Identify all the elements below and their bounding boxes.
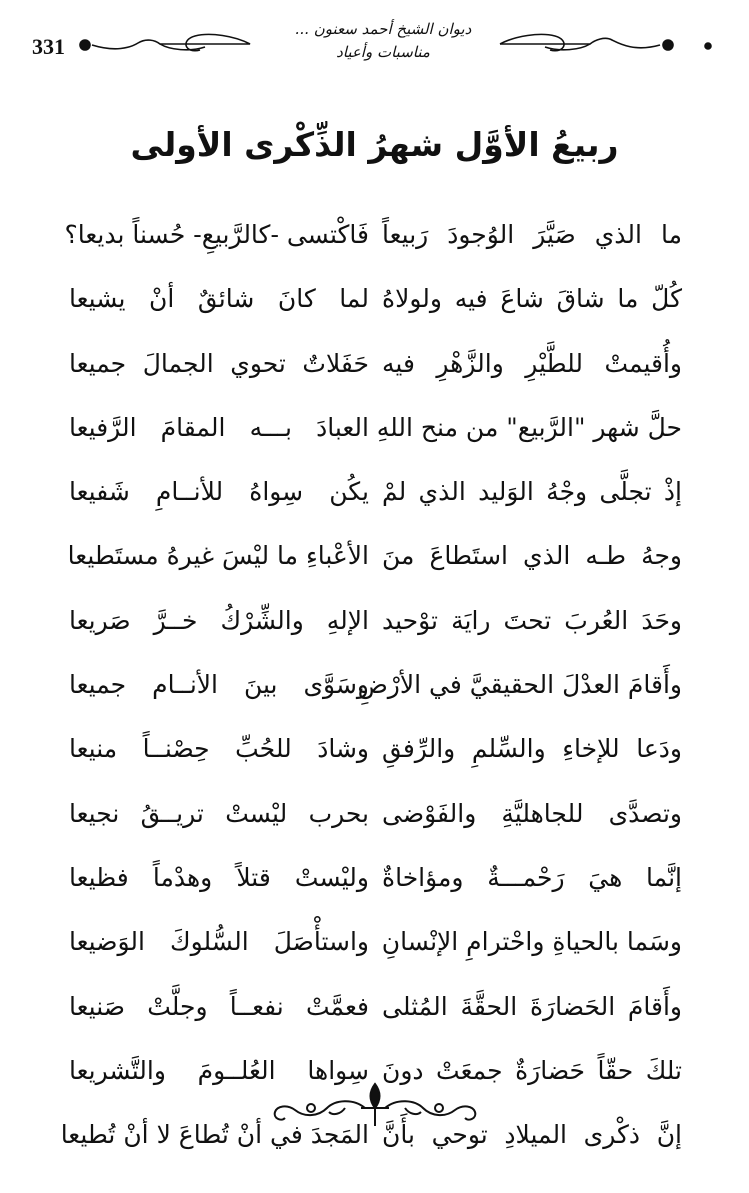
verse-first-hemistich: وجهُ طـه الذي استَطاعَ منَ [382, 541, 682, 571]
fleuron-icon [265, 1078, 485, 1134]
verse-second-hemistich: فعمَّتْ نفعــاً وجلَّتْ صَنيعا [69, 991, 369, 1021]
verse-second-hemistich: بحرب ليْستْ تريــقُ نجيعا [69, 798, 369, 828]
verse-second-hemistich: فَاكْتسى -كالرَّبيعِ- حُسناً بديعا؟ [64, 220, 369, 249]
poem-verses [0, 205, 749, 1169]
verse-second-hemistich: المَجدَ في أنْ تُطاعَ لا أنْ تُطيعا [60, 1120, 369, 1150]
verse [0, 334, 749, 398]
poem-title: ربيعُ الأوَّل شهرُ الذِّكْرى الأولى [130, 125, 619, 164]
verse-first-hemistich: كُلّ ما شاقَ شاعَ فيه ولولاهُ [382, 284, 682, 314]
verse-first-hemistich: وحَدَ العُربَ تحتَ رايَة توْحيد [382, 605, 682, 635]
verse-second-hemistich: يكُن سِواهُ للأنــامِ شَفيعا [69, 477, 369, 507]
verse-first-hemistich: وسَما بالحياةِ واحْترامِ الإنْسانِ [381, 927, 682, 957]
verse [0, 977, 749, 1041]
verse [0, 205, 749, 269]
running-head: ديوان الشيخ أحمد سعنون ... مناسبات وأعياد [294, 20, 472, 61]
verse-first-hemistich: وأُقيمتْ للطَّيْرِ والزَّهْرِ فيه [382, 348, 682, 378]
verse [0, 784, 749, 848]
verse-second-hemistich: العبادَ بـــه المقامَ الرَّفيعا [69, 412, 369, 442]
verse-second-hemistich: الإلهِ والشِّرْكُ خــرَّ صَريعا [69, 605, 369, 635]
verse-first-hemistich: ما الذي صَيَّرَ الوُجودَ رَبيعاً [382, 220, 682, 249]
verse [0, 398, 749, 462]
verse-second-hemistich: وليْستْ قتلاً وهدْماً فظيعا [69, 862, 369, 892]
verse [0, 912, 749, 976]
verse-second-hemistich: الأعْباءِ ما ليْسَ غيرهُ مستَطيعا [67, 541, 369, 571]
page-number: 331 [32, 34, 65, 59]
verse-second-hemistich: سِواها العُلــومَ والتَّشريعا [69, 1055, 369, 1085]
verse-first-hemistich: حلَّ شهر "الرَّبيع" من منح اللهِ [376, 412, 682, 442]
verse-second-hemistich: واستأْصَلَ السُّلوكَ الوَضيعا [69, 927, 369, 957]
verse-first-hemistich: إذْ تجلَّى وجْهُ الوَليد الذي لمْ [382, 477, 682, 507]
verse-first-hemistich: ودَعا للإخاءِ والسِّلمِ والرِّفقِ [382, 734, 682, 764]
verse-first-hemistich: إنَّما هيَ رَحْمـــةٌ ومؤاخاةٌ [382, 862, 682, 892]
verse [0, 526, 749, 590]
end-ornament [265, 1078, 485, 1138]
verse-first-hemistich: إنَّ ذكْرى الميلادِ توحي بأَنَّ [382, 1120, 682, 1150]
verse [0, 848, 749, 912]
verse-second-hemistich: حَفَلاتٌ تحوي الجمالَ جميعا [69, 348, 369, 378]
verse [0, 719, 749, 783]
verse-first-hemistich: وأَقامَ العدْلَ الحقيقيَّ في الأرْضِ [357, 670, 682, 700]
verse [0, 462, 749, 526]
verse [0, 591, 749, 655]
page-header [20, 14, 729, 74]
verse-first-hemistich: وتصدَّى للجاهليَّةِ والفَوْضى [382, 798, 682, 828]
verse-second-hemistich: وسَوَّى بينَ الأنــام جميعا [69, 670, 369, 700]
verse [0, 655, 749, 719]
verse-first-hemistich: وأَقامَ الحَضارَةَ الحقَّةَ المُثلى [382, 991, 682, 1021]
verse [0, 269, 749, 333]
verse-second-hemistich: لما كانَ شائقٌ أنْ يشيعا [69, 284, 369, 314]
verse-second-hemistich: وشادَ للحُبِّ حِصْنــاً منيعا [69, 734, 369, 764]
verse-first-hemistich: تلكَ حقّاً حَضارَةٌ جمعَتْ دونَ [382, 1055, 682, 1085]
